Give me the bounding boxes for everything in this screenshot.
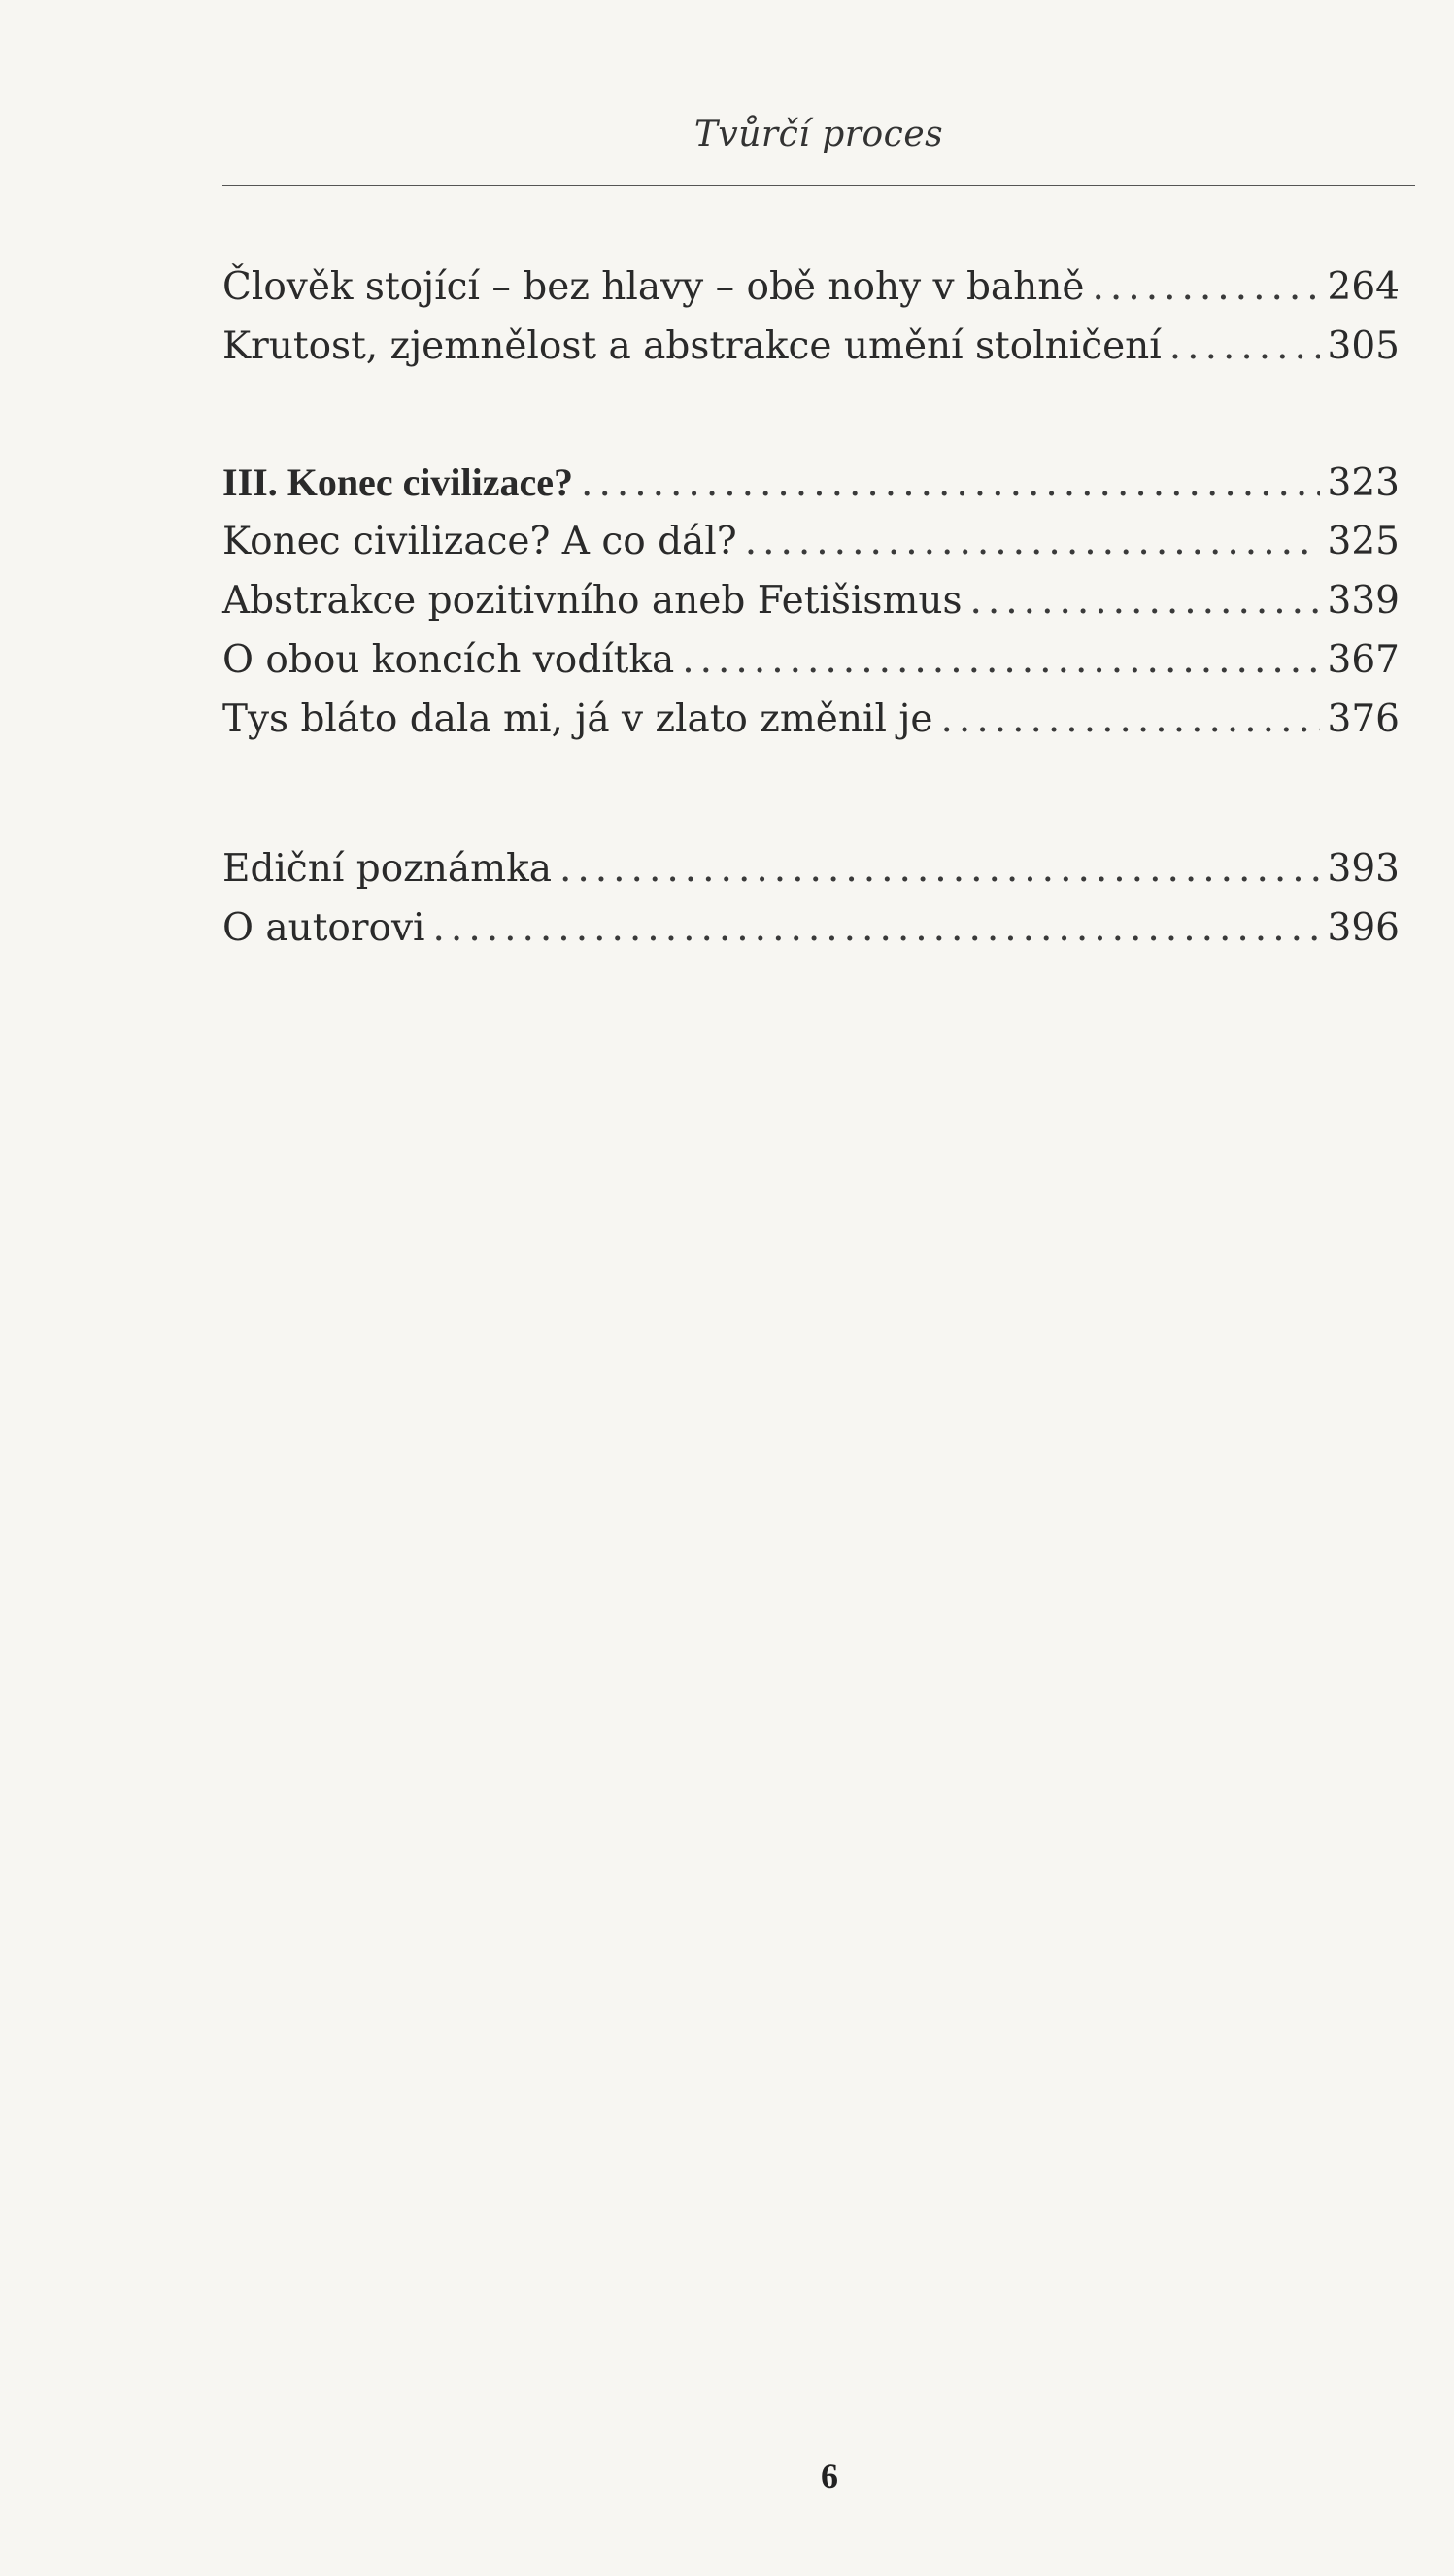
toc-group-back-matter [222, 839, 1400, 958]
dot-leader [1093, 257, 1320, 317]
toc-entry-page: 396 [1327, 906, 1400, 950]
dot-leader [969, 571, 1319, 630]
toc-group-chapter-end [222, 257, 1400, 376]
page-number: 6 [821, 2457, 838, 2495]
running-head: Tvůrčí proces [693, 115, 944, 154]
dot-leader [745, 512, 1320, 571]
toc-entry-title: Abstrakce pozitivního aneb Fetišismus [222, 579, 963, 623]
dot-leader [941, 690, 1320, 749]
toc-entry-page: 325 [1327, 520, 1400, 563]
toc-entry [222, 630, 1400, 690]
toc-entry-page: 367 [1327, 638, 1400, 682]
toc-entry-title: O obou koncích vodítka [222, 638, 675, 682]
toc-entry-title: Ediční poznámka [222, 847, 552, 891]
toc-entry [222, 898, 1400, 958]
toc-entry [222, 839, 1400, 898]
toc-entry [222, 317, 1400, 376]
toc-entry-page: 339 [1327, 579, 1400, 623]
toc-entry-page: 323 [1327, 461, 1400, 505]
toc-entry [222, 690, 1400, 749]
dot-leader [559, 839, 1320, 898]
toc-entry [222, 512, 1400, 571]
toc-group-part-three [222, 453, 1400, 749]
dot-leader [581, 454, 1320, 513]
toc-entry-title: III. Konec civilizace? [222, 460, 574, 504]
toc-part-heading [222, 453, 1400, 512]
toc-entry [222, 571, 1400, 630]
dot-leader [1169, 317, 1320, 376]
toc-entry-title: Člověk stojící – bez hlavy – obě nohy v bahně [222, 265, 1085, 309]
toc-entry-title: Krutost, zjemnělost a abstrakce umění stolničení [222, 324, 1162, 368]
toc-entry-page: 305 [1327, 324, 1400, 368]
dot-leader [682, 630, 1319, 690]
toc-entry-title: Konec civilizace? A co dál? [222, 520, 737, 563]
header-rule [222, 185, 1415, 186]
toc-entry-title: O autorovi [222, 906, 425, 950]
toc-entry-page: 264 [1327, 265, 1400, 309]
toc-entry-title: Tys bláto dala mi, já v zlato změnil je [222, 697, 933, 741]
toc-entry [222, 257, 1400, 317]
toc-entry-page: 376 [1327, 697, 1400, 741]
toc-entry-page: 393 [1327, 847, 1400, 891]
dot-leader [433, 898, 1320, 958]
